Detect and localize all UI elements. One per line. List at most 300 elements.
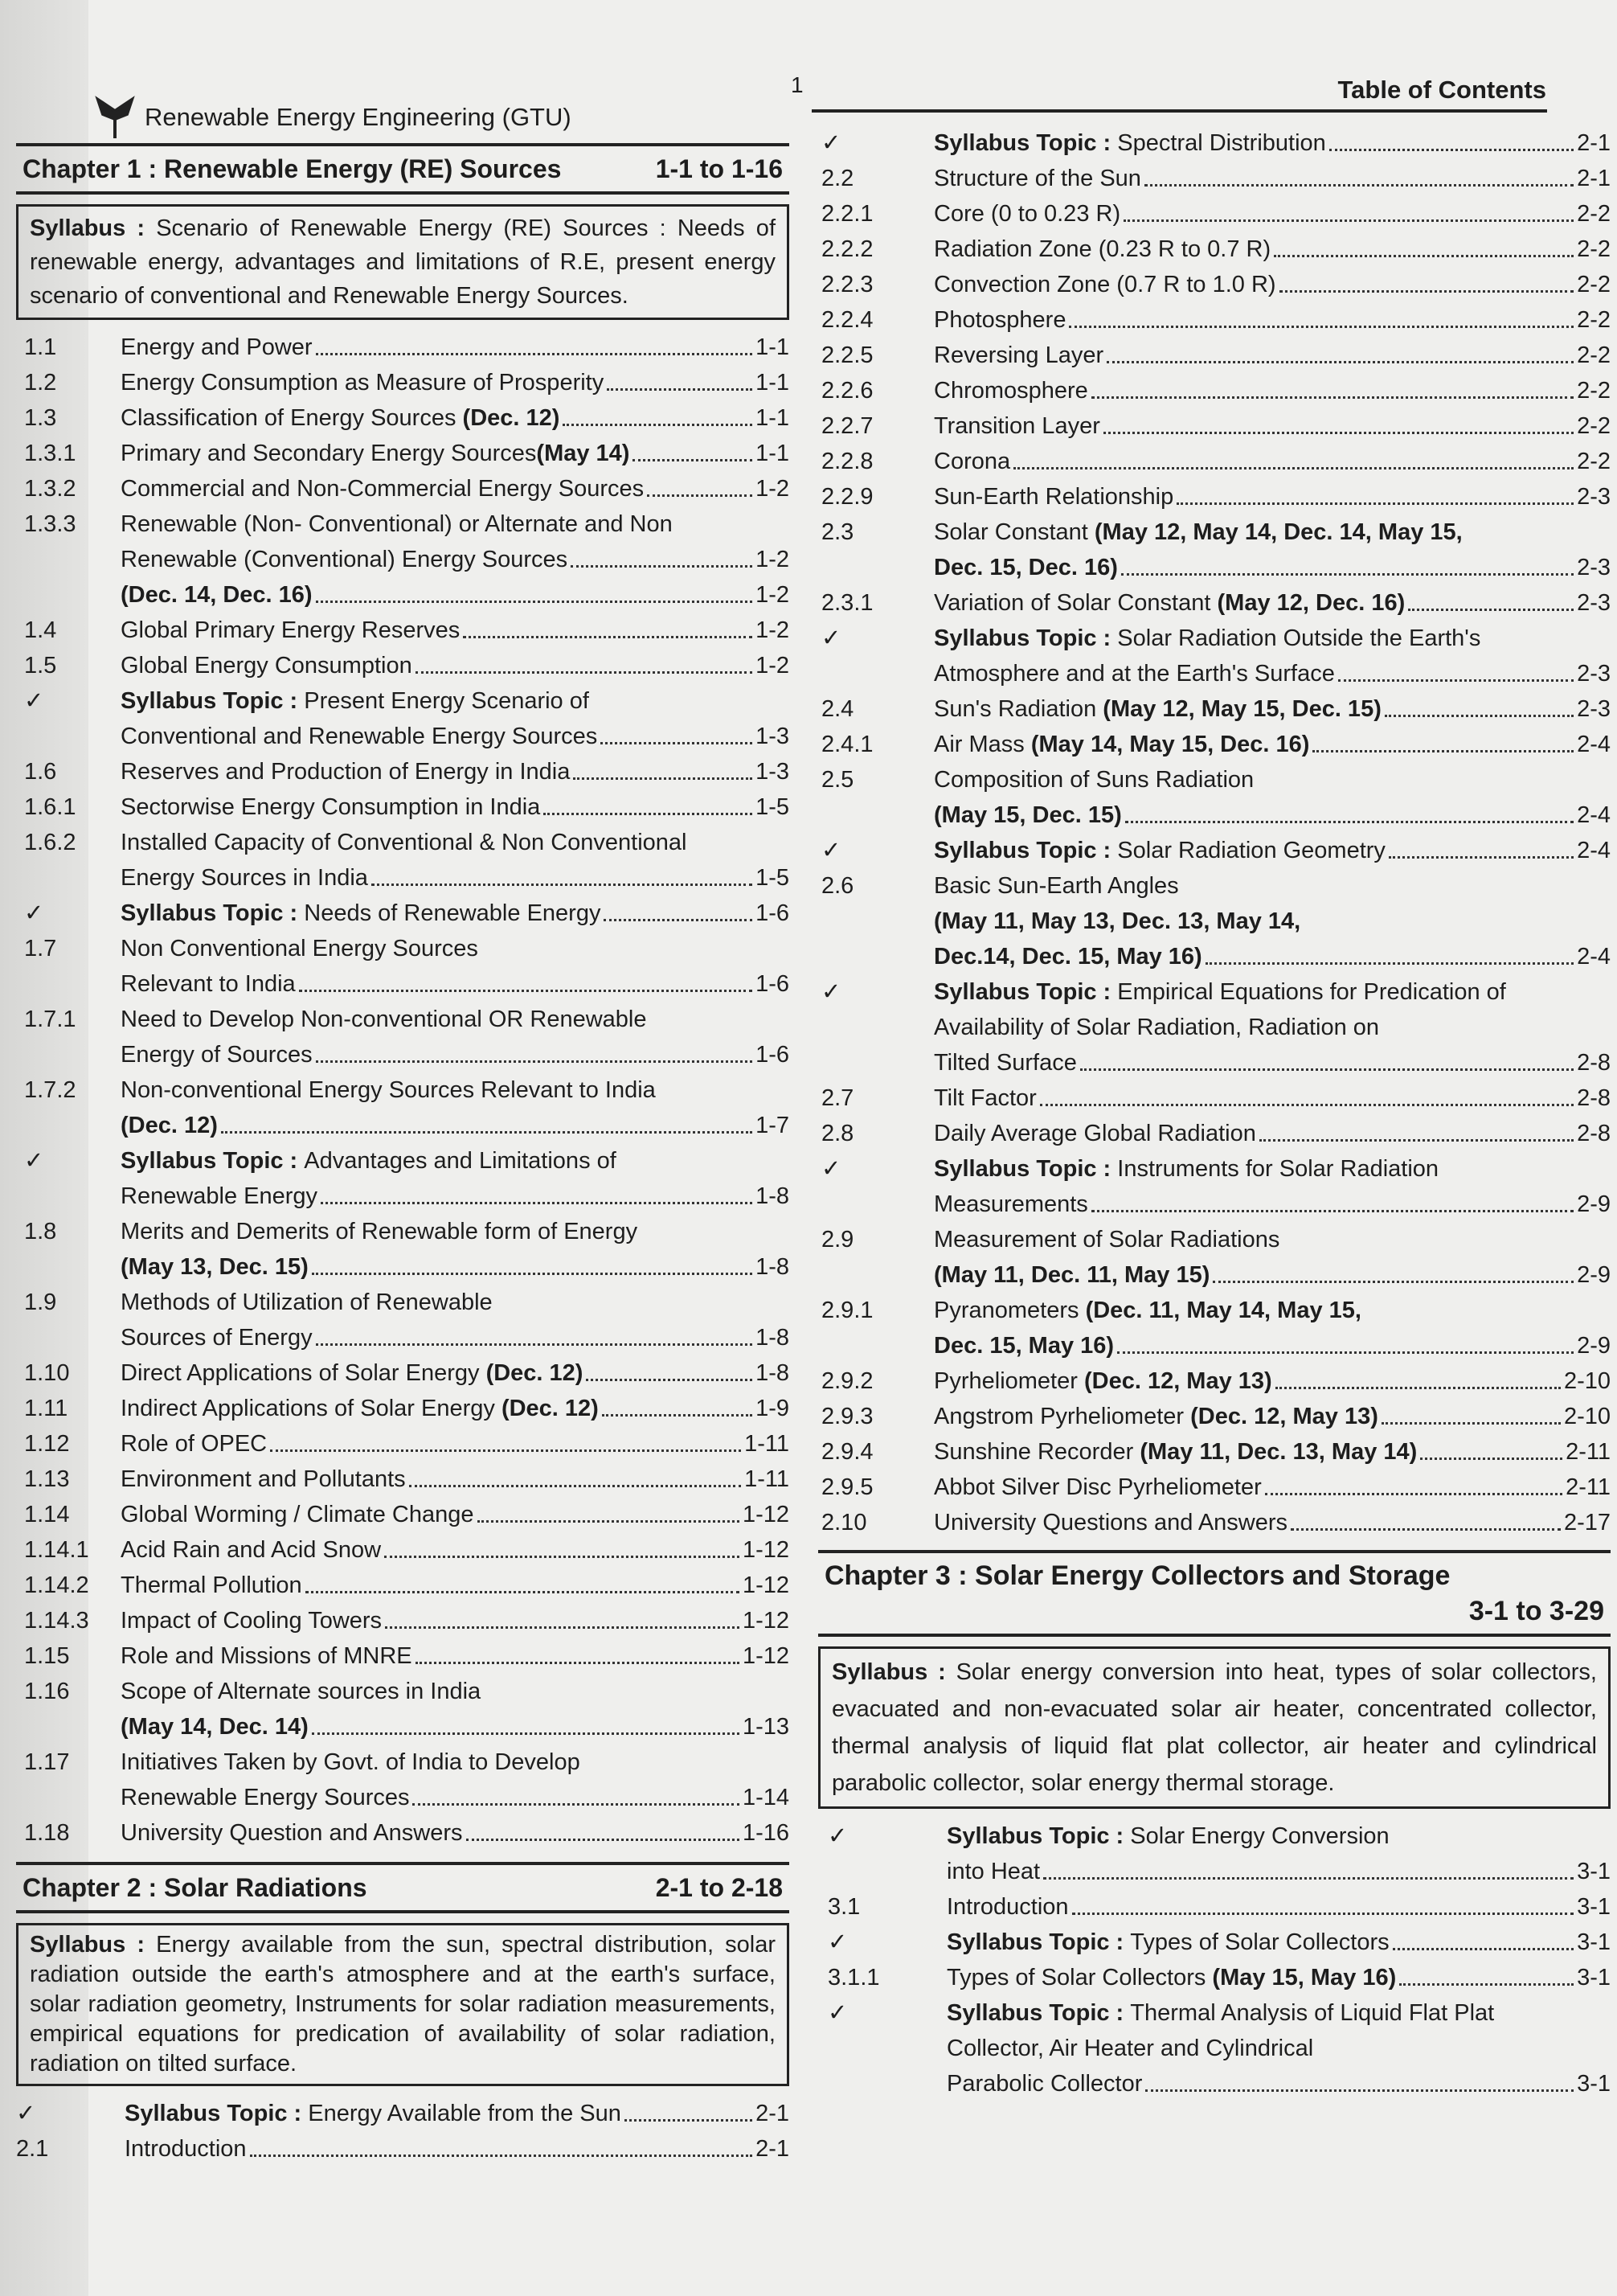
toc-entry — [821, 1434, 1611, 1470]
toc-entry — [828, 1960, 1611, 1995]
checkmark-icon: ✓ — [821, 838, 841, 863]
exam-dates: (Dec. 11, May 14, May 15, — [1085, 1298, 1361, 1323]
dot-leader — [312, 1273, 752, 1275]
entry-title — [934, 408, 1100, 444]
entry-text: Sun's Radiation — [934, 696, 1103, 722]
entry-text: Role and Missions of MNRE — [121, 1643, 412, 1669]
chapter1-title: Chapter 1 : Renewable Energy (RE) Sources — [23, 154, 562, 183]
dot-leader — [1177, 502, 1574, 505]
toc-entry — [828, 1854, 1611, 1889]
toc-entry — [24, 1214, 789, 1249]
toc-entry — [24, 825, 789, 860]
entry-title — [121, 1815, 463, 1851]
entry-title — [934, 833, 1386, 868]
entry-title — [934, 444, 1010, 479]
left-column — [16, 143, 789, 2167]
dot-leader — [1124, 219, 1574, 222]
section-number: 2.1 — [16, 2136, 49, 2162]
entry-title — [934, 196, 1120, 232]
entry-title — [121, 1674, 481, 1709]
section-number: 1.13 — [24, 1466, 70, 1492]
dot-leader — [384, 1556, 739, 1558]
entry-title — [121, 1391, 599, 1426]
dot-leader — [600, 742, 752, 744]
checkmark-icon: ✓ — [24, 688, 44, 714]
page-ref: 1-3 — [755, 759, 789, 785]
entry-text: Structure of the Sun — [934, 166, 1141, 191]
entry-title — [121, 1603, 382, 1638]
page-ref: 2-4 — [1577, 944, 1611, 970]
section-number: 1.4 — [24, 617, 57, 643]
section-number: 1.14.1 — [24, 1537, 89, 1563]
entry-text: Global Energy Consumption — [121, 653, 412, 679]
entry-text: Advantages and Limitations of — [304, 1148, 616, 1174]
entry-text: Core (0 to 0.23 R) — [934, 201, 1121, 227]
toc-entry — [821, 1187, 1611, 1222]
section-number: 3.1 — [828, 1894, 861, 1920]
entry-title — [934, 1293, 1361, 1328]
toc-entry — [24, 577, 789, 613]
dot-leader — [316, 601, 753, 603]
toc-entry — [821, 691, 1611, 727]
entry-text: Reversing Layer — [934, 342, 1104, 368]
toc-entry — [24, 1638, 789, 1674]
toc-entry — [24, 1249, 789, 1285]
exam-dates: Dec. 15, May 16) — [934, 1333, 1115, 1359]
entry-title — [121, 719, 597, 754]
section-number: 1.3.3 — [24, 511, 76, 537]
checkmark-icon: ✓ — [821, 1156, 841, 1182]
toc-entry — [821, 868, 1611, 904]
page-ref: 1-14 — [742, 1785, 789, 1810]
entry-title — [934, 1222, 1279, 1257]
dot-leader — [1329, 149, 1574, 151]
exam-dates: (May 14, May 15, Dec. 16) — [1030, 732, 1310, 757]
entry-text: Direct Applications of Solar Energy — [121, 1360, 486, 1386]
entry-text: Sun-Earth Relationship — [934, 484, 1174, 510]
syllabus-topic-label: Syllabus Topic : — [121, 900, 305, 926]
entry-title — [121, 896, 600, 931]
toc-entry — [821, 1399, 1611, 1434]
section-number: 2.2.5 — [821, 342, 874, 368]
entry-text: Non-conventional Energy Sources Relevant to India — [121, 1077, 656, 1103]
entry-text: Basic Sun-Earth Angles — [934, 873, 1179, 899]
dot-leader — [305, 1591, 739, 1593]
chapter3-heading — [818, 1553, 1611, 1637]
entry-title — [121, 648, 412, 683]
entry-text: into Heat — [947, 1859, 1041, 1884]
right-column — [818, 125, 1611, 2101]
page-ref: 3-1 — [1577, 2071, 1611, 2097]
entry-text: Conventional and Renewable Energy Sources — [121, 724, 598, 749]
toc-entry — [24, 330, 789, 365]
dot-leader — [1103, 432, 1574, 434]
entry-title — [934, 550, 1118, 585]
entry-title — [121, 683, 589, 719]
entry-title — [121, 542, 567, 577]
entry-text: Renewable Energy Sources — [121, 1785, 410, 1810]
section-number: 1.17 — [24, 1749, 70, 1775]
chapter3-pages: 3-1 to 3-29 — [1468, 1596, 1604, 1626]
entry-title — [121, 436, 629, 471]
section-number: 1.14.3 — [24, 1608, 89, 1634]
toc-entry — [24, 506, 789, 542]
entry-title — [121, 1072, 656, 1108]
entry-title — [947, 1818, 1390, 1854]
exam-dates: (May 12, May 15, Dec. 15) — [1103, 696, 1382, 722]
page-ref: 1-12 — [742, 1643, 789, 1669]
entry-title — [121, 966, 296, 1002]
syllabus-topic-entry — [821, 125, 1611, 161]
exam-dates: (May 15, May 16) — [1212, 1965, 1397, 1991]
entry-title — [934, 1187, 1088, 1222]
toc-entry — [24, 1002, 789, 1037]
syllabus-topic-entry — [828, 1818, 1611, 1854]
toc-entry — [821, 338, 1611, 373]
section-title: Table of Contents — [1337, 76, 1546, 104]
checkmark-icon: ✓ — [821, 979, 841, 1005]
toc-entry — [24, 1815, 789, 1851]
dot-leader — [1091, 396, 1574, 399]
section-number: 2.9.4 — [821, 1439, 874, 1465]
entry-text: Instruments for Solar Radiation — [1117, 1156, 1439, 1182]
entry-text: Empirical Equations for Predication of — [1117, 979, 1506, 1005]
entry-text: Classification of Energy Sources — [121, 405, 463, 431]
dot-leader — [250, 2155, 753, 2157]
toc-entry — [821, 1293, 1611, 1328]
section-number: 1.3 — [24, 405, 57, 431]
entry-text: Initiatives Taken by Govt. of India to Develop — [121, 1749, 580, 1775]
page-ref: 2-3 — [1577, 696, 1611, 722]
syllabus-label: Syllabus : — [30, 215, 145, 241]
section-number: 2.9.3 — [821, 1404, 874, 1429]
toc-entry — [24, 1568, 789, 1603]
entry-text: University Question and Answers — [121, 1820, 463, 1846]
page-ref: 2-10 — [1563, 1368, 1611, 1394]
chapter3-title: Chapter 3 : Solar Energy Collectors and Storage — [825, 1560, 1451, 1591]
entry-title — [121, 1214, 637, 1249]
page-ref: 1-7 — [755, 1113, 789, 1138]
entry-title — [934, 1010, 1379, 1045]
chapter2-syllabus-text: Energy available from the sun, spectral distribution, solar radiation outside the earth's atmosphere and at the earth's surface, solar radiation geometry, Instruments for solar radiation measurements, empirical equations for predication of availability of solar radiation, radiation on tilted surface. — [30, 1932, 776, 2077]
entry-title — [121, 1285, 493, 1320]
dot-leader — [604, 919, 752, 921]
entry-title — [934, 1505, 1287, 1540]
syllabus-topic-label: Syllabus Topic : — [121, 688, 305, 714]
page-ref: 1-12 — [742, 1608, 789, 1634]
chapter2-pages: 2-1 to 2-18 — [655, 1873, 783, 1902]
entry-text: Solar Energy Conversion — [1130, 1823, 1390, 1849]
entry-text: Tilt Factor — [934, 1085, 1037, 1111]
section-number: 2.4 — [821, 696, 854, 722]
entry-title — [934, 1151, 1439, 1187]
entry-title — [934, 727, 1309, 762]
entry-text: Indirect Applications of Solar Energy — [121, 1396, 501, 1421]
dot-leader — [1043, 1877, 1574, 1880]
section-number: 1.8 — [24, 1219, 57, 1244]
exam-dates: (Dec. 12) — [462, 405, 560, 431]
chapter2-toc-list-left — [16, 2096, 789, 2167]
toc-entry — [821, 1222, 1611, 1257]
dot-leader — [1382, 1422, 1561, 1425]
entry-title — [121, 1002, 647, 1037]
page-ref: 3-1 — [1577, 1859, 1611, 1884]
syllabus-topic-label: Syllabus Topic : — [947, 2000, 1131, 2026]
entry-text: Merits and Demerits of Renewable form of Energy — [121, 1219, 638, 1244]
toc-entry — [821, 408, 1611, 444]
entry-text: Air Mass — [934, 732, 1031, 757]
entry-title — [934, 974, 1506, 1010]
entry-text: Chromosphere — [934, 378, 1088, 404]
entry-text: Introduction — [947, 1894, 1069, 1920]
entry-text: Energy Consumption as Measure of Prosperity — [121, 370, 604, 396]
section-number: 2.7 — [821, 1085, 854, 1111]
entry-text: Renewable (Conventional) Energy Sources — [121, 547, 568, 572]
dot-leader — [1389, 856, 1574, 859]
chapter3-toc-list — [818, 1818, 1611, 2101]
page-ref: 1-1 — [755, 441, 789, 466]
toc-entry — [828, 1889, 1611, 1925]
entry-text: Corona — [934, 449, 1011, 474]
syllabus-topic-entry — [821, 974, 1611, 1010]
toc-entry — [24, 1674, 789, 1709]
entry-text: Convection Zone (0.7 R to 1.0 R) — [934, 272, 1276, 297]
chapter3-syllabus-text: Solar energy conversion into heat, types of solar collectors, evacuated and non-evacuated solar air heater, concentrated collector, thermal analysis of liquid flat plat collector, air heater and cylindrical parabolic collector, solar energy thermal storage. — [832, 1659, 1597, 1796]
dot-leader — [412, 1803, 739, 1806]
entry-text: Parabolic Collector — [947, 2071, 1143, 2097]
toc-entry — [24, 365, 789, 400]
entry-title — [121, 789, 540, 825]
entry-text: Collector, Air Heater and Cylindrical — [947, 2036, 1314, 2061]
syllabus-topic-entry — [24, 683, 789, 719]
entry-text: Impact of Cooling Towers — [121, 1608, 383, 1634]
entry-title — [121, 1568, 302, 1603]
checkmark-icon: ✓ — [828, 1823, 848, 1849]
entry-title — [125, 2131, 247, 2167]
entry-title — [121, 400, 559, 436]
page-ref: 2-8 — [1577, 1050, 1611, 1076]
dot-leader — [1072, 1913, 1574, 1915]
section-number: 1.1 — [24, 334, 57, 360]
chapter1-syllabus-box — [16, 204, 789, 320]
entry-title — [121, 1426, 267, 1462]
syllabus-topic-entry — [16, 2096, 789, 2131]
dot-leader — [1274, 255, 1574, 257]
section-number: 1.7.2 — [24, 1077, 76, 1103]
entry-title — [934, 939, 1202, 974]
dot-leader — [321, 1202, 752, 1204]
dot-leader — [1013, 467, 1574, 469]
exam-dates: (Dec. 12, May 13) — [1083, 1368, 1272, 1394]
entry-title — [121, 1355, 583, 1391]
entry-title — [947, 1925, 1390, 1960]
entry-text: Sunshine Recorder — [934, 1439, 1140, 1465]
page-ref: 1-12 — [742, 1502, 789, 1527]
entry-title — [934, 1470, 1262, 1505]
toc-entry — [821, 444, 1611, 479]
toc-entry — [24, 1391, 789, 1426]
page-ref: 1-8 — [755, 1254, 789, 1280]
entry-title — [121, 330, 313, 365]
page-ref: 3-1 — [1577, 1929, 1611, 1955]
entry-text: Environment and Pollutants — [121, 1466, 406, 1492]
entry-text: Photosphere — [934, 307, 1066, 333]
entry-text: Commercial and Non-Commercial Energy Sources — [121, 476, 645, 502]
page-ref: 1-11 — [744, 1431, 789, 1457]
checkmark-icon: ✓ — [24, 900, 44, 926]
section-number: 2.2.2 — [821, 236, 874, 262]
dot-leader — [1040, 1104, 1574, 1106]
toc-entry — [821, 550, 1611, 585]
dot-leader — [571, 565, 752, 568]
entry-title — [934, 1045, 1077, 1080]
section-number: 2.5 — [821, 767, 854, 793]
entry-title — [934, 125, 1326, 161]
entry-text: Relevant to India — [121, 971, 296, 997]
syllabus-topic-entry — [821, 1151, 1611, 1187]
toc-entry — [24, 1108, 789, 1143]
entry-text: Non Conventional Energy Sources — [121, 936, 478, 961]
page-ref: 2-2 — [1577, 236, 1611, 262]
checkmark-icon: ✓ — [821, 625, 841, 651]
entry-text: Methods of Utilization of Renewable — [121, 1289, 493, 1315]
syllabus-topic-entry — [24, 1143, 789, 1179]
entry-text: Pyrheliometer — [934, 1368, 1084, 1394]
page-ref: 2-9 — [1577, 1191, 1611, 1217]
dot-leader — [586, 1379, 752, 1381]
syllabus-label: Syllabus : — [832, 1659, 946, 1685]
toc-entry — [24, 1462, 789, 1497]
entry-text: Variation of Solar Constant — [934, 590, 1218, 616]
publisher-logo-icon — [95, 95, 135, 140]
dot-leader — [1144, 184, 1574, 187]
chapter2-toc-list-right — [818, 125, 1611, 1540]
entry-title — [934, 656, 1335, 691]
section-number: 2.10 — [821, 1510, 867, 1535]
entry-title — [934, 479, 1173, 515]
entry-title — [934, 762, 1254, 797]
toc-entry — [24, 648, 789, 683]
section-number: 2.2.6 — [821, 378, 874, 404]
chapter1-syllabus-text: Scenario of Renewable Energy (RE) Sources : Needs of renewable energy, advantages and limitations of R.E, present energy scenario of conventional and Renewable Energy Sources. — [30, 215, 776, 309]
dot-leader — [270, 1449, 741, 1452]
section-number: 2.2.9 — [821, 484, 874, 510]
entry-text: Energy of Sources — [121, 1042, 313, 1068]
toc-entry — [828, 2066, 1611, 2101]
page-ref: 2-2 — [1577, 449, 1611, 474]
page-ref: 1-1 — [755, 370, 789, 396]
toc-entry — [24, 1497, 789, 1532]
dot-leader — [573, 777, 752, 780]
entry-text: Radiation Zone (0.23 R to 0.7 R) — [934, 236, 1271, 262]
syllabus-topic-label: Syllabus Topic : — [947, 1929, 1131, 1955]
page-ref: 1-12 — [742, 1572, 789, 1598]
page-ref: 1-8 — [755, 1325, 789, 1351]
chapter1-heading — [16, 143, 789, 195]
header-rule — [812, 109, 1547, 113]
entry-text: Energy Available from the Sun — [308, 2101, 621, 2126]
toc-entry — [24, 1709, 789, 1745]
syllabus-topic-label: Syllabus Topic : — [125, 2101, 309, 2126]
dot-leader — [607, 388, 752, 391]
entry-title — [121, 1462, 406, 1497]
entry-title — [934, 904, 1300, 939]
page-ref: 2-1 — [1577, 166, 1611, 191]
entry-title — [125, 2096, 621, 2131]
section-number: 1.7.1 — [24, 1007, 76, 1032]
dot-leader — [1279, 290, 1574, 293]
toc-entry — [24, 860, 789, 896]
dot-leader — [632, 459, 752, 461]
toc-entry — [821, 939, 1611, 974]
exam-dates: (May 14, Dec. 14) — [121, 1714, 309, 1740]
entry-title — [121, 471, 644, 506]
entry-title — [121, 860, 368, 896]
exam-dates: (Dec. 12) — [501, 1396, 599, 1421]
entry-title — [947, 1854, 1040, 1889]
syllabus-topic-entry — [821, 621, 1611, 656]
toc-entry — [821, 1505, 1611, 1540]
toc-entry — [821, 1045, 1611, 1080]
page-ref: 2-3 — [1577, 555, 1611, 580]
toc-entry — [821, 656, 1611, 691]
section-number: 1.16 — [24, 1679, 70, 1704]
toc-entry — [821, 479, 1611, 515]
section-number: 1.10 — [24, 1360, 70, 1386]
page-ref: 2-10 — [1563, 1404, 1611, 1429]
syllabus-topic-label: Syllabus Topic : — [934, 625, 1118, 651]
syllabus-topic-entry — [24, 896, 789, 931]
syllabus-topic-label: Syllabus Topic : — [934, 1156, 1118, 1182]
dot-leader — [312, 1732, 739, 1735]
page-ref: 2-8 — [1577, 1121, 1611, 1146]
toc-entry — [821, 232, 1611, 267]
exam-dates: (May 11, Dec. 13, May 14) — [1140, 1439, 1418, 1465]
entry-title — [934, 1434, 1417, 1470]
toc-entry — [821, 904, 1611, 939]
entry-text: University Questions and Answers — [934, 1510, 1288, 1535]
dot-leader — [1121, 573, 1574, 576]
toc-entry — [24, 1603, 789, 1638]
entry-title — [121, 1709, 309, 1745]
toc-entry — [821, 1328, 1611, 1363]
entry-text: Solar Constant — [934, 519, 1095, 545]
chapter1-pages: 1-1 to 1-16 — [655, 154, 783, 183]
entry-title — [934, 338, 1103, 373]
toc-entry — [16, 2131, 789, 2167]
entry-title — [934, 373, 1088, 408]
page-ref: 1-6 — [755, 900, 789, 926]
entry-title — [947, 2031, 1313, 2066]
toc-entry — [821, 727, 1611, 762]
toc-entry — [24, 471, 789, 506]
entry-title — [934, 1328, 1114, 1363]
toc-entry — [24, 613, 789, 648]
checkmark-icon: ✓ — [16, 2101, 36, 2126]
entry-title — [121, 1320, 313, 1355]
entry-text: Tilted Surface — [934, 1050, 1077, 1076]
toc-entry — [24, 1426, 789, 1462]
toc-entry — [24, 1072, 789, 1108]
dot-leader — [1080, 1068, 1574, 1071]
section-number: 1.7 — [24, 936, 57, 961]
entry-title — [121, 1745, 580, 1780]
toc-entry — [24, 754, 789, 789]
syllabus-topic-label: Syllabus Topic : — [934, 979, 1118, 1005]
exam-dates: (Dec. 12) — [485, 1360, 583, 1386]
dot-leader — [602, 1414, 752, 1417]
entry-title — [934, 1399, 1378, 1434]
